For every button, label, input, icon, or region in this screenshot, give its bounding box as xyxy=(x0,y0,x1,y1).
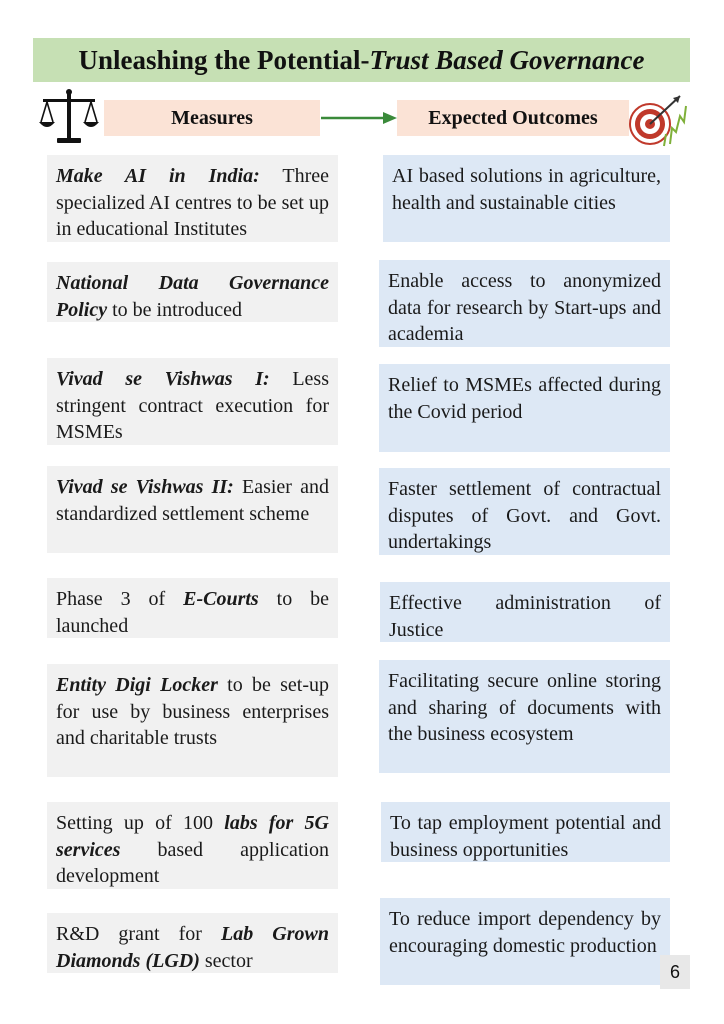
outcome-box xyxy=(383,155,670,242)
measure-box xyxy=(47,664,338,777)
measure-highlight: Vivad se Vishwas II: xyxy=(56,476,234,498)
measure-text: to be set-up for use by business enterprises and charitable trusts xyxy=(56,674,330,749)
outcome-box xyxy=(379,260,670,347)
outcomes-header: Expected Outcomes xyxy=(397,100,629,136)
title-italic: Trust Based Governance xyxy=(369,44,645,75)
measure-box xyxy=(47,155,338,242)
measure-text: Setting up of 100 xyxy=(56,812,225,834)
measure-box xyxy=(47,802,338,889)
measure-highlight: National Data Governance Policy xyxy=(56,272,329,321)
outcome-text: To tap employment potential and business opportunities xyxy=(390,812,661,861)
measure-text: Three specialized AI centres to be set up in educational Institutes xyxy=(56,165,329,240)
title-main: Unleashing the Potential- xyxy=(78,44,370,75)
measures-header: Measures xyxy=(104,100,320,136)
target-arrow-icon xyxy=(626,88,688,150)
measure-box xyxy=(47,358,338,445)
arrow-right-icon xyxy=(321,110,397,126)
measure-box xyxy=(47,913,338,973)
outcome-box xyxy=(379,468,670,555)
measure-text: Phase 3 of xyxy=(56,588,184,610)
measure-text: to be introduced xyxy=(107,298,243,321)
outcome-box xyxy=(379,364,670,452)
outcome-text: Relief to MSMEs affected during the Covid period xyxy=(388,374,661,423)
measure-highlight: Lab Grown Diamonds (LGD) xyxy=(56,923,329,972)
measure-highlight: Vivad se Vishwas I: xyxy=(56,368,270,390)
measure-box xyxy=(47,578,338,638)
measure-highlight: Entity Digi Locker xyxy=(56,674,218,696)
outcome-box xyxy=(381,802,670,862)
measure-text: Less stringent contract execution for MSMEs xyxy=(56,368,329,443)
outcome-text: Enable access to anonymized data for research by Start-ups and academia xyxy=(388,270,661,345)
measure-text: based application development xyxy=(56,838,329,887)
outcome-text: Faster settlement of contractual disputes of Govt. and Govt. undertakings xyxy=(388,478,661,553)
measure-text: Easier and standardized settlement scheme xyxy=(56,476,329,525)
measure-text: to be launched xyxy=(56,588,329,637)
measure-text: R&D grant for xyxy=(56,923,221,945)
outcome-text: To reduce import dependency by encouraging domestic production xyxy=(389,908,661,957)
outcome-box xyxy=(380,582,670,642)
measure-box xyxy=(47,262,338,322)
outcome-box xyxy=(380,898,670,985)
measure-text: sector xyxy=(199,949,253,972)
measure-highlight: Make AI in India: xyxy=(56,165,260,187)
outcome-text: Facilitating secure online storing and sharing of documents with the business ecosystem xyxy=(388,670,661,745)
measure-box xyxy=(47,466,338,553)
outcome-box xyxy=(379,660,670,773)
measure-highlight: labs for 5G services xyxy=(56,812,329,861)
page-number: 6 xyxy=(660,955,690,989)
balance-scale-icon xyxy=(38,86,100,148)
measure-highlight: E-Courts xyxy=(183,588,259,610)
outcome-text: Effective administration of Justice xyxy=(389,592,661,641)
outcome-text: AI based solutions in agriculture, health and sustainable cities xyxy=(392,165,661,214)
page-title xyxy=(33,38,690,82)
